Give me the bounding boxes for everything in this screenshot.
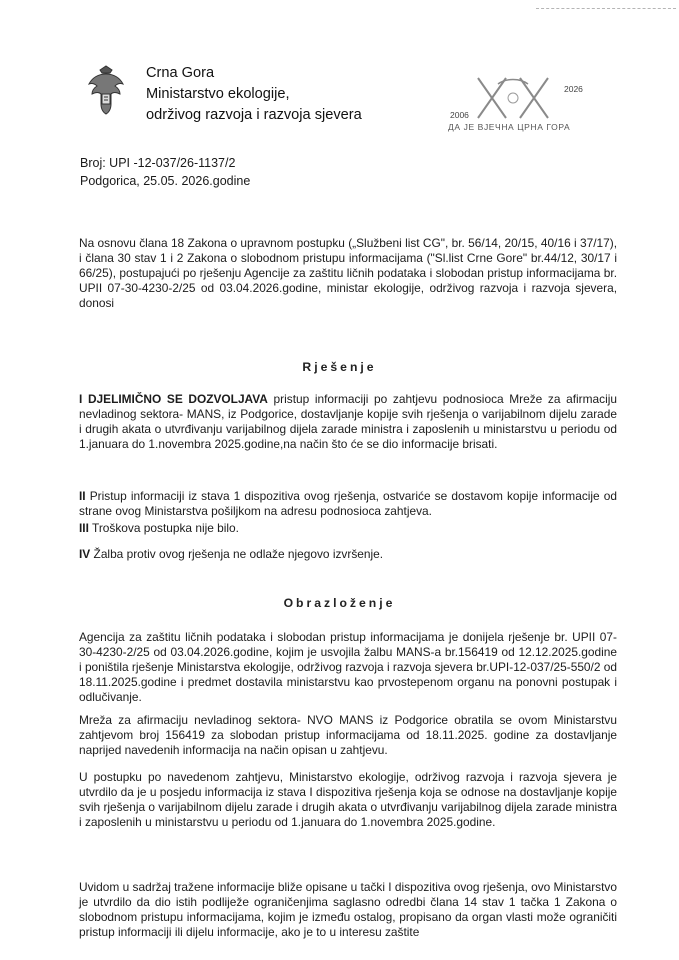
- organization-name: [146, 63, 362, 126]
- reasoning-paragraph-1: Agencija za zaštitu ličnih podataka i slobodan pristup informacijama je donijela rješenje br. UPII 07-30-4230-2/25 od 03.04.2026.godine, kojim je usvojila žalbu MANS-a br.156419 od 12.12.2025.godine i poništila rješenje Ministarstva ekologije, održivog razvoja i razvoja sjevera br.UPI-12-037/25-550/2 od 18.11.2025.godine i predmet dostavila ministarstvu kao prvostepenom organu na ponovni postupak i odlučivanje.: [79, 630, 617, 704]
- logo-year-right: 2026: [564, 84, 583, 94]
- document-meta: [80, 154, 250, 190]
- country-name: Crna Gora: [146, 65, 215, 81]
- top-dashed-line: [536, 8, 676, 9]
- intro-paragraph: Na osnovu člana 18 Zakona o upravnom postupku („Službeni list CG", br. 56/14, 20/15, 40/16 i 37/17), i člana 30 stav 1 i 2 Zakona o slobodnom pristupu informacijama ("Sl.list Crne Gore" br.44/12, 30/17 i 66/25), postupajući po rješenju Agencije za zaštitu ličnih podataka i slobodan pristup informacijama br. UPII 07-30-4230-2/25 od 03.04.2026.godine, ministar ekologije, održivog razvoja i razvoja sjevera, donosi: [79, 236, 617, 310]
- reasoning-paragraph-2: Mreža za afirmaciju nevladinog sektora- NVO MANS iz Podgorice obratila se ovom Ministarstvu zahtjevom broj 156419 za slobodan pristup informacijama od 18.11.2025. godine za dostavljanje naprijed navedenih informacija na način opisan u zahtjevu.: [79, 713, 617, 757]
- logo-motto: ДА ЈЕ ВЈЕЧНА ЦРНА ГОРА: [448, 122, 571, 132]
- reasoning-paragraph-3: U postupku po navedenom zahtjevu, Ministarstvo ekologije, održivog razvoja i razvoja sjevera je utvrdilo da je u posjedu informacija iz stava I dispozitiva rješenja koja se odnose na dostavljanje kopije svih rješenja o varijabilnom dijelu zarade i drugih akata o utvrđivanju varijabilnog dijela zarade ministra i zaposlenih u ministarstvu u periodu od 1.januara do 1.novembra 2025.godine.: [79, 770, 618, 829]
- decision-item-1-text: pristup informaciji po zahtjevu podnosioca Mreže za afirmaciju nevladinog sektora- MANS, iz Podgorice, dostavljanje kopije svih rješenja o varijabilnom dijelu zarade i drugih akata o utvrđivanju varijabilnog dijela zarade ministra i zaposlenih u ministarstvu u periodu od 1.januara do 1.novembra 2025.godine,na način što će se dio informacije brisati.: [79, 392, 618, 451]
- heading-obrazlozenje: Obrazloženje: [283, 596, 396, 610]
- reference-number: Broj: UPI -12-037/26-1137/2: [80, 156, 236, 170]
- ministry-name-line2: održivog razvoja i razvoja sjevera: [146, 107, 362, 123]
- decision-item-3-text: Troškova postupka nije bilo.: [88, 521, 239, 535]
- place-date: Podgorica, 25.05. 2026.godine: [80, 174, 251, 188]
- decision-item-4-text: Žalba protiv ovog rješenja ne odlaže njegovo izvršenje.: [90, 547, 384, 561]
- ministry-name-line1: Ministarstvo ekologije,: [146, 86, 290, 102]
- decision-item-2-label: II: [79, 489, 86, 503]
- anniversary-logo: [448, 74, 598, 136]
- decision-item-3-label: III: [79, 521, 89, 535]
- coat-of-arms-icon: [86, 64, 126, 116]
- decision-item-2-text: Pristup informaciji iz stava 1 dispozitiva ovog rješenja, ostvariće se dostavom kopije informacije od strane ovog Ministarstva pošiljkom na adresu podnosioca zahtjeva.: [79, 489, 617, 518]
- heading-rjesenje: Rješenje: [302, 360, 377, 374]
- decision-item-4-label: IV: [79, 547, 91, 561]
- anniversary-xx-emblem: [448, 74, 598, 124]
- decision-item-1: [79, 392, 617, 452]
- decision-item-2: [79, 489, 617, 519]
- decision-item-4: [79, 547, 617, 562]
- decision-item-1-label: I DJELIMIČNO SE DOZVOLJAVA: [79, 392, 268, 406]
- decision-item-3: [79, 521, 617, 536]
- reasoning-paragraph-4: Uvidom u sadržaj tražene informacije bliže opisane u tački I dispozitiva ovog rješenja, ovo Ministarstvo je utvrdilo da dio istih podliježe ograničenjima saglasno odredbi člana 14 stav 1 tačka 1 Zakona o slobodnom pristupu informacijama, kojim je između ostalog, propisano da organ vlasti može ograničiti pristup informaciji ili dijelu informacije, ako je to u interesu zaštite: [79, 880, 617, 939]
- logo-year-left: 2006: [450, 110, 469, 120]
